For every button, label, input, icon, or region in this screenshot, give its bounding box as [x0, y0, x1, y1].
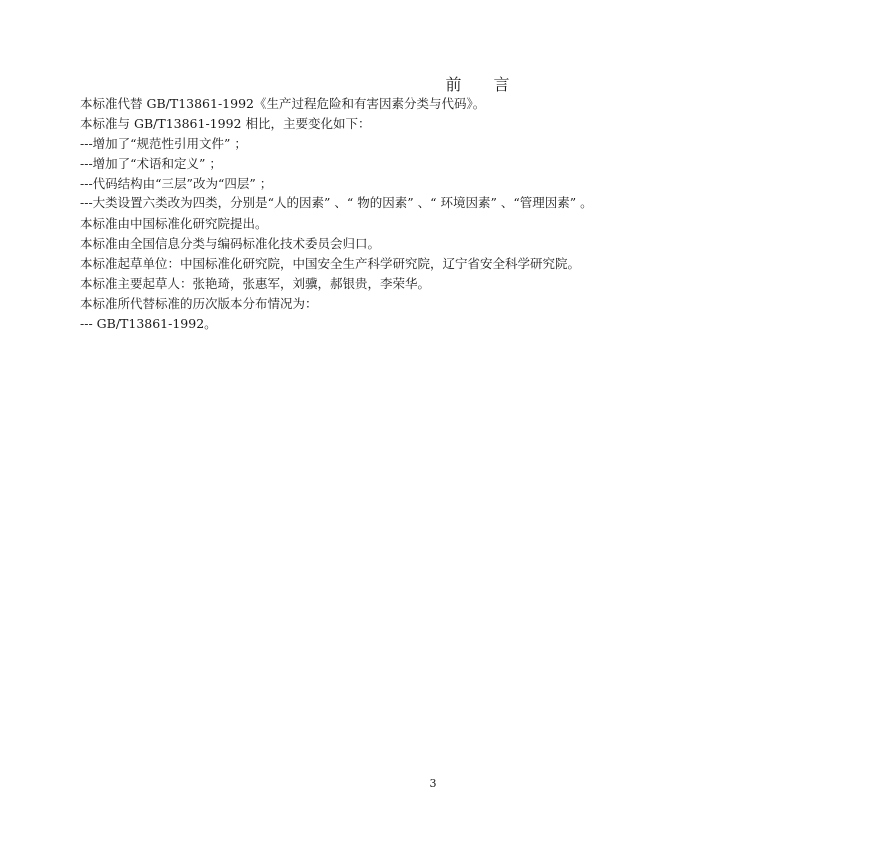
list-item: ---代码结构由“三层”改为“四层” ；	[80, 176, 273, 191]
paragraph-line: 本标准起草单位：中国标准化研究院，中国安全生产科学研究院，辽宁省安全科学研究院。	[80, 256, 581, 271]
list-item: ---增加了“术语和定义” ；	[80, 156, 222, 171]
document-title: 前 言	[445, 75, 510, 94]
document-body	[80, 94, 795, 334]
paragraph-line: 本标准主要起草人：张艳琦，张惠军，刘骥，郝银贵，李荣华。	[80, 276, 431, 291]
list-item: ---增加了“规范性引用文件” ；	[80, 136, 247, 151]
paragraph-line: 本标准由中国标准化研究院提出。	[80, 216, 268, 231]
page-number: 3	[429, 777, 437, 790]
list-item: --- GB/T13861-1992。	[80, 316, 217, 331]
paragraph-line: 本标准由全国信息分类与编码标准化技术委员会归口。	[80, 236, 381, 251]
paragraph-line: 本标准与 GB/T13861-1992 相比，主要变化如下：	[80, 116, 371, 131]
list-item: ---大类设置六类改为四类，分别是“人的因素” 、“ 物的因素” 、“ 环境因素” 、“管理因素” 。	[80, 195, 593, 210]
paragraph-line: 本标准代替 GB/T13861-1992《生产过程危险和有害因素分类与代码》。	[80, 96, 486, 111]
paragraph-line: 本标准所代替标准的历次版本分布情况为：	[80, 296, 318, 311]
